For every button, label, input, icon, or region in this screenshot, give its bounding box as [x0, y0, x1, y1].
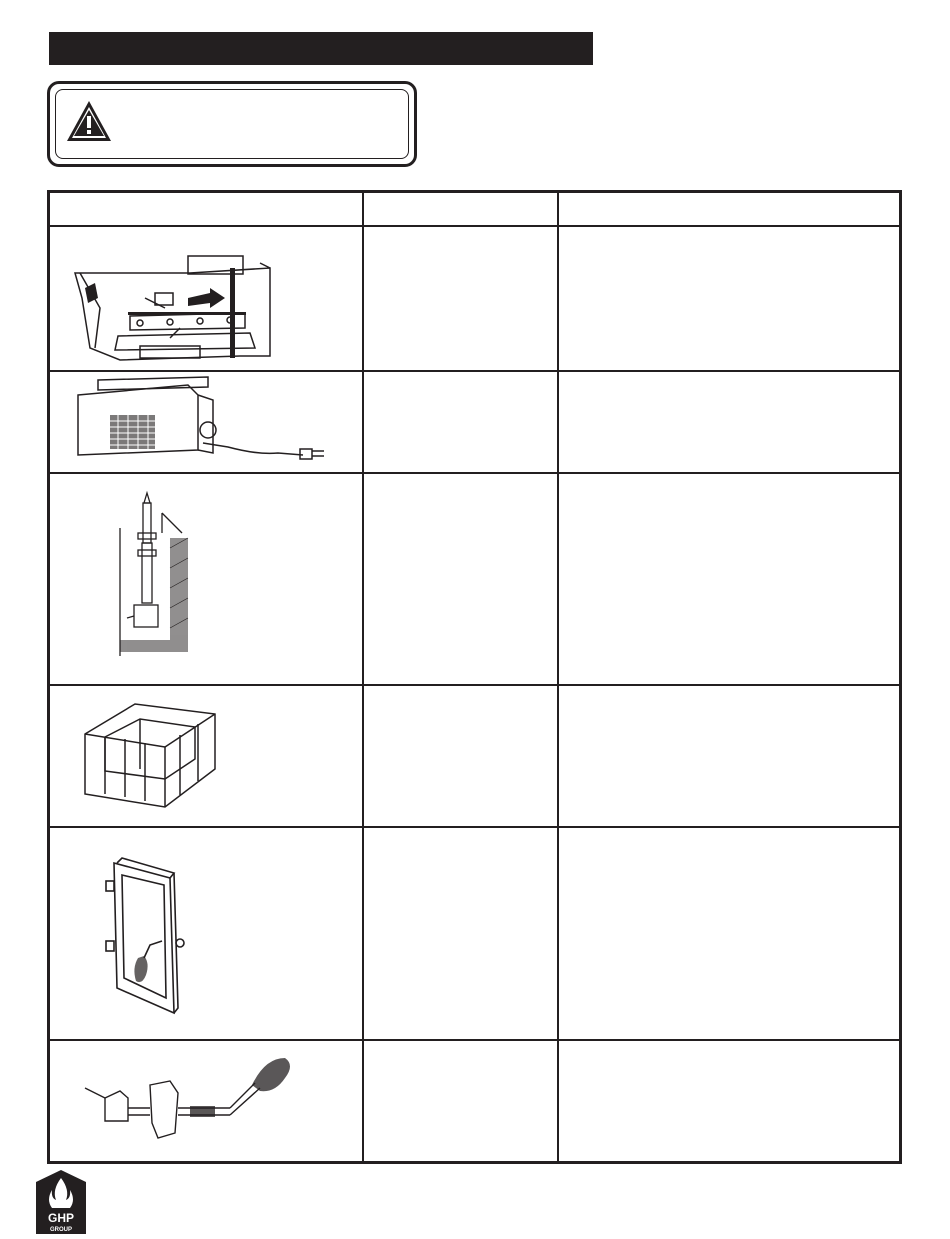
logo-text-bottom: GROUP: [49, 1227, 73, 1233]
refractory-panels-illustration: [80, 699, 220, 811]
header-row-divider: [50, 225, 899, 227]
row-divider: [50, 1039, 899, 1041]
column-divider: [557, 193, 559, 1161]
warning-box-inner: [55, 89, 409, 159]
section-title-bar: [49, 32, 593, 65]
glass-door-frame-illustration: [102, 853, 202, 1018]
ghp-group-logo-icon: [34, 1170, 88, 1234]
section-title: [49, 37, 61, 59]
vent-pipe-wall-illustration: [112, 488, 192, 660]
handle-and-bracket-illustration: [80, 1053, 310, 1148]
parts-table: [47, 190, 902, 1164]
warning-triangle-icon: [64, 98, 114, 144]
row-divider: [50, 684, 899, 686]
row-divider: [50, 370, 899, 372]
logo-text-top: GHP: [47, 1211, 75, 1225]
blower-unit-illustration: [68, 375, 338, 467]
row-divider: [50, 826, 899, 828]
warning-box: [47, 81, 417, 167]
column-divider: [362, 193, 364, 1161]
burner-assembly-illustration: [70, 238, 280, 363]
row-divider: [50, 472, 899, 474]
